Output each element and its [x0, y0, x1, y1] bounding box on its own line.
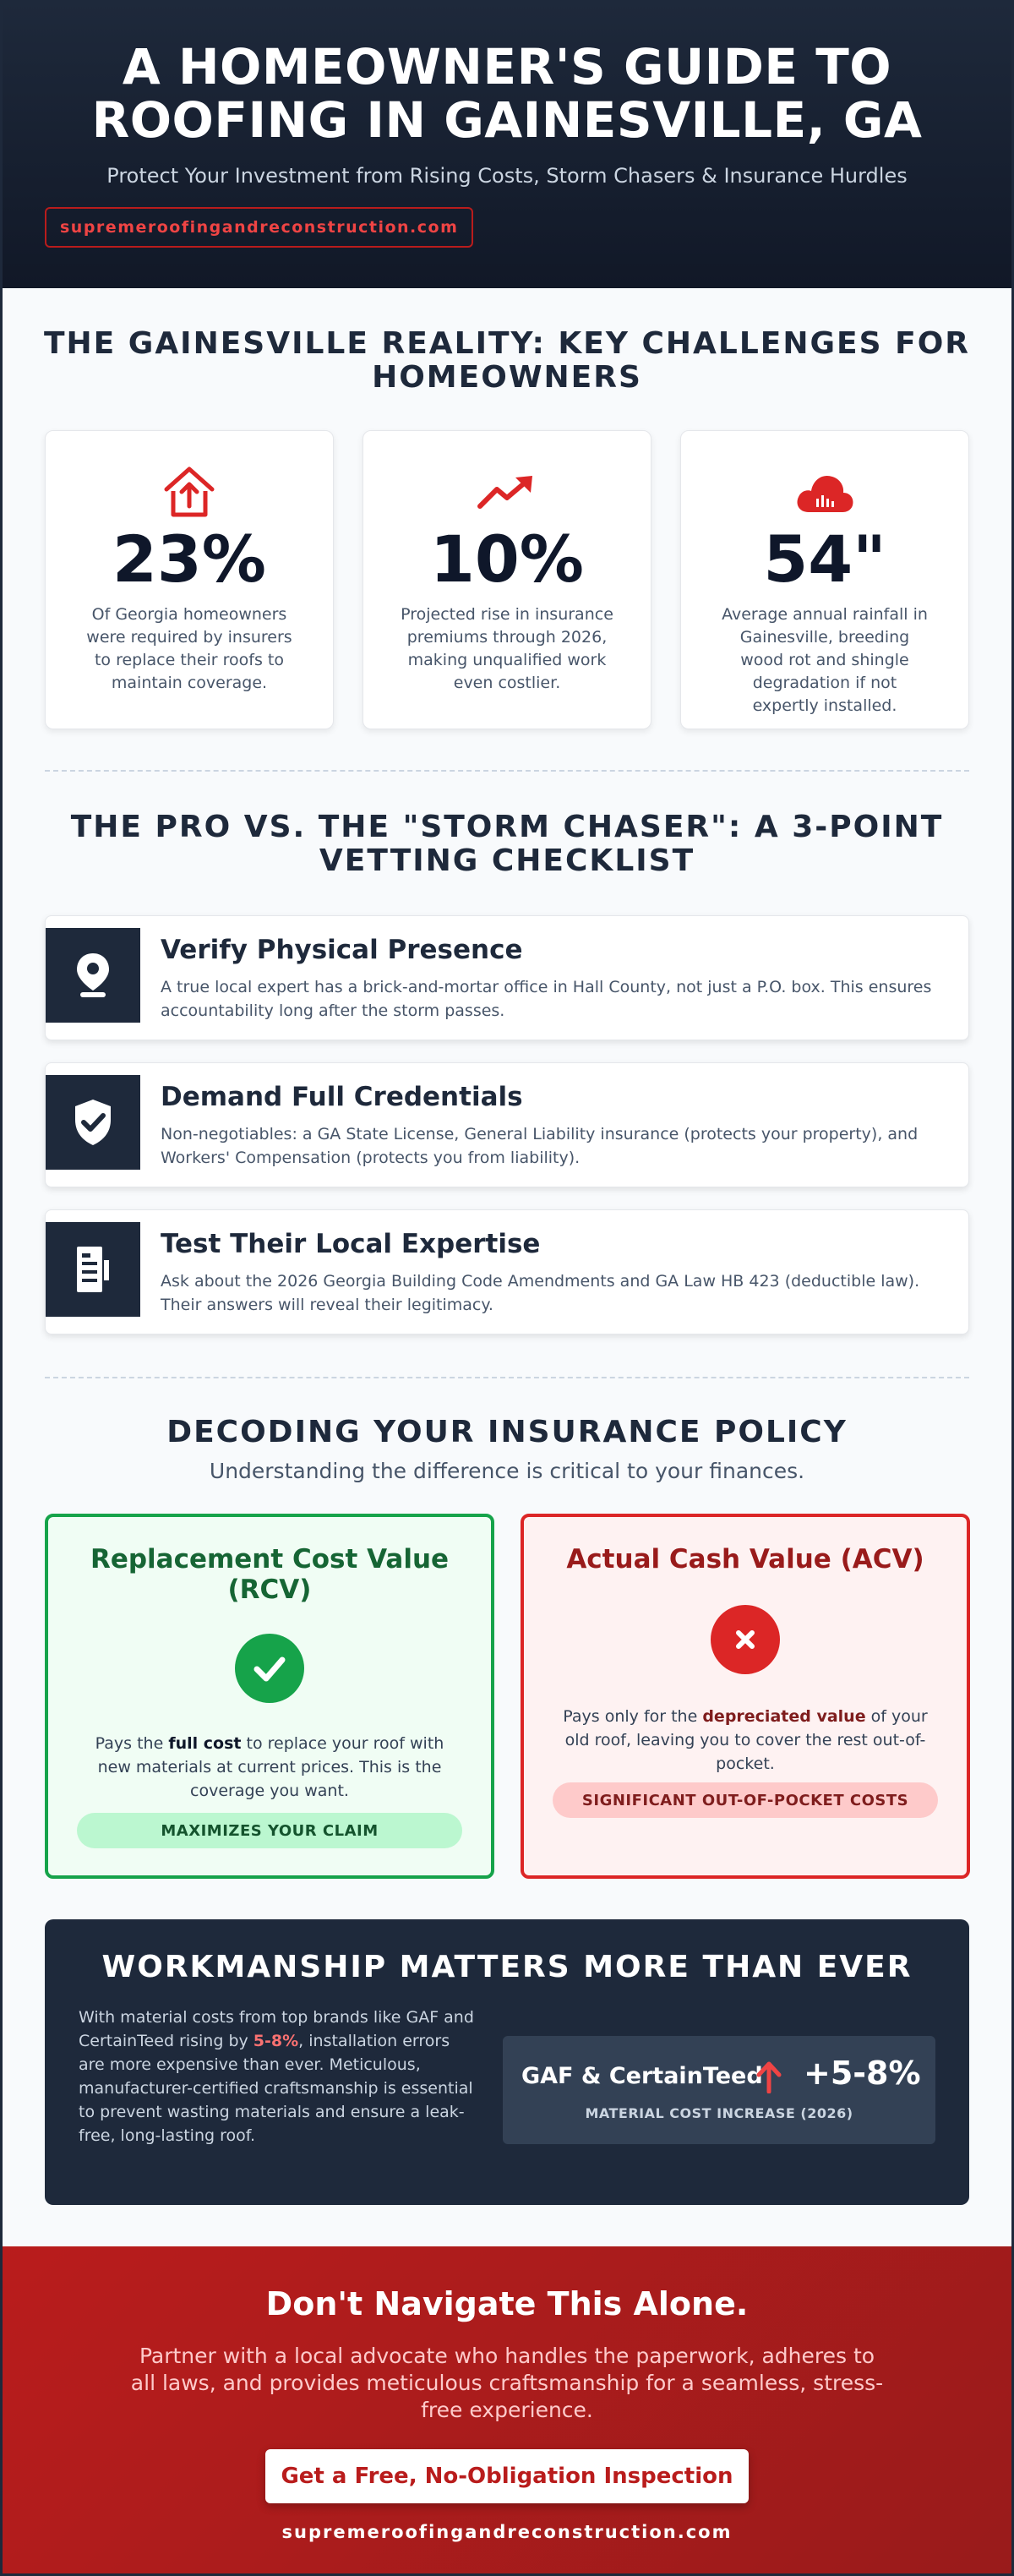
cta-description: Partner with a local advocate who handles the paperwork, adheres to all laws, and provides meticulous craftsmanship for a seamless, stress-free experience. — [130, 2344, 884, 2422]
acv-description: Pays only for the depreciated value of your old roof, leaving you to cover the rest out-of-pocket. — [563, 1707, 928, 1773]
workmanship-description: With material costs from top brands like GAF and CertainTeed rising by 5-8%, installation errors are more expensive than ever. Meticulous, manufacturer-certified craftsmanship is essential to prevent wasting materials and ensure a leak-free, long-lasting roof. — [79, 2008, 474, 2145]
material-cost-stat — [503, 2036, 935, 2144]
arrow-up-icon — [755, 2060, 783, 2097]
title-line-2: ROOFING IN GAINESVILLE, GA — [91, 91, 923, 149]
checkmark-icon — [235, 1634, 304, 1703]
page-title — [3, 3, 1011, 147]
acv-card — [521, 1514, 970, 1879]
checklist-item-description: Ask about the 2026 Georgia Building Code Amendments and GA Law HB 423 (deductible law). Their answers will reveal their legitimacy. — [161, 1272, 920, 1314]
cta-footer — [3, 2246, 1011, 2576]
rain-cloud-icon — [681, 461, 968, 522]
header — [3, 3, 1011, 288]
shield-check-icon — [46, 1075, 140, 1170]
acv-badge: SIGNIFICANT OUT-OF-POCKET COSTS — [553, 1782, 938, 1818]
checklist-item-title: Demand Full Credentials — [161, 1082, 523, 1112]
checklist-item-credentials — [45, 1062, 969, 1187]
section-divider — [45, 1377, 969, 1378]
stat-value: 10% — [430, 521, 584, 597]
document-icon — [46, 1222, 140, 1317]
rcv-description: Pays the full cost to replace your roof with new materials at current prices. This is the coverage you want. — [95, 1734, 444, 1800]
material-cost-label: MATERIAL COST INCREASE (2026) — [585, 2105, 853, 2121]
cta-title: Don't Navigate This Alone. — [265, 2285, 749, 2322]
material-brands: GAF & CertainTeed — [521, 2063, 763, 2089]
rcv-card — [45, 1514, 494, 1879]
stat-card-roof-replacement — [45, 430, 334, 729]
checklist-item-physical-presence — [45, 915, 969, 1040]
checklist-item-description: A true local expert has a brick-and-mortar office in Hall County, not just a P.O. box. This ensures accountability long after the storm passes. — [161, 978, 932, 1020]
title-line-1: A HOMEOWNER'S GUIDE TO — [122, 38, 892, 96]
stat-description: Average annual rainfall in Gainesville, breeding wood rot and shingle degradation if not expertly installed. — [722, 605, 928, 715]
checklist-item-title: Test Their Local Expertise — [161, 1229, 541, 1259]
stat-description: Of Georgia homeowners were required by insurers to replace their roofs to maintain coverage. — [86, 605, 292, 692]
page-subtitle: Protect Your Investment from Rising Costs, Storm Chasers & Insurance Hurdles — [106, 164, 908, 188]
stat-value: 54" — [763, 521, 886, 597]
free-inspection-button[interactable]: Get a Free, No-Obligation Inspection — [265, 2449, 749, 2503]
checklist-item-local-expertise — [45, 1209, 969, 1334]
header-website-link[interactable]: supremeroofingandreconstruction.com — [45, 207, 473, 248]
rcv-title: Replacement Cost Value (RCV) — [90, 1544, 450, 1605]
stat-description: Projected rise in insurance premiums through 2026, making unqualified work even costlier. — [401, 605, 613, 692]
reality-section-title: THE GAINESVILLE REALITY: KEY CHALLENGES FOR HOMEOWNERS — [43, 326, 971, 395]
insurance-section-subtitle: Understanding the difference is critical to your finances. — [209, 1459, 805, 1483]
stat-card-rainfall — [680, 430, 969, 729]
house-upload-icon — [46, 461, 333, 522]
checklist-item-description: Non-negotiables: a GA State License, General Liability insurance (protects your property), and Workers' Compensation (protects you from liability). — [161, 1125, 919, 1167]
workmanship-panel — [45, 1919, 969, 2205]
checklist-item-title: Verify Physical Presence — [161, 935, 523, 965]
rcv-badge: MAXIMIZES YOUR CLAIM — [77, 1813, 462, 1848]
checklist-section-title: THE PRO VS. THE "STORM CHASER": A 3-POINT VETTING CHECKLIST — [70, 810, 944, 878]
stat-card-premium-rise — [363, 430, 651, 729]
workmanship-title: WORKMANSHIP MATTERS MORE THAN EVER — [101, 1950, 913, 1984]
location-pin-icon — [46, 928, 140, 1023]
material-cost-value: +5-8% — [804, 2055, 921, 2092]
stat-value: 23% — [112, 521, 266, 597]
insurance-section-title: DECODING YOUR INSURANCE POLICY — [166, 1415, 848, 1449]
x-mark-icon — [711, 1605, 780, 1674]
acv-title: Actual Cash Value (ACV) — [566, 1544, 924, 1575]
trending-up-icon — [363, 461, 651, 522]
footer-website-link[interactable]: supremeroofingandreconstruction.com — [281, 2522, 733, 2542]
section-divider — [45, 770, 969, 772]
